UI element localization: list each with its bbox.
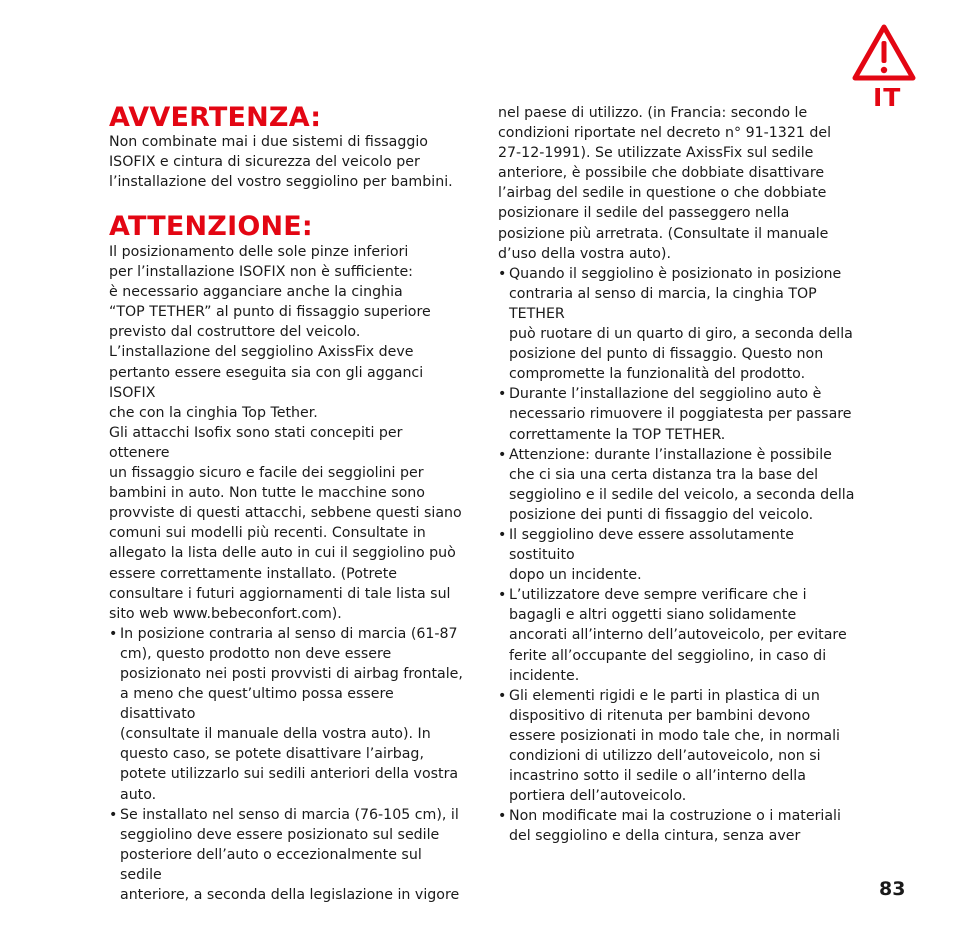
continuation-line: l’airbag del sedile in questione o che dobbiate <box>498 185 827 202</box>
continuation-line: nel paese di utilizzo. (in Francia: secondo le <box>498 105 808 121</box>
bullet-item <box>498 686 860 807</box>
attention-heading: ATTENZIONE: <box>109 211 313 242</box>
bullet-line: contraria al senso di marcia, la cinghia TOP TETHER <box>509 285 817 322</box>
attention-line: provviste di questi attacchi, sebbene questi siano <box>109 505 462 522</box>
bullet-item <box>498 525 860 585</box>
bullet-item <box>498 384 860 444</box>
bullet-line: condizioni di utilizzo dell’autoveicolo, non si <box>509 748 821 764</box>
attention-body <box>109 242 467 905</box>
bullet-line: • Attenzione: durante l’installazione è possibile <box>509 446 832 463</box>
bullet-item <box>498 806 860 846</box>
attention-line: allegato la lista delle auto in cui il seggiolino può <box>109 545 456 562</box>
bullet-line: a meno che quest’ultimo possa essere disattivato <box>120 686 394 723</box>
bullet-item <box>109 805 467 905</box>
bullet-line: ancorati all’interno dell’autoveicolo, per evitare <box>509 627 847 644</box>
bullet-line: • L’utilizzatore deve sempre verificare che i <box>509 587 807 604</box>
bullet-line: • Durante l’installazione del seggiolino auto è <box>509 386 822 403</box>
attention-line: per l’installazione ISOFIX non è sufficiente: <box>109 264 413 281</box>
bullet-line: che ci sia una certa distanza tra la base del <box>509 466 819 483</box>
bullet-line: • Il seggiolino deve essere assolutamente sostituito <box>509 526 795 564</box>
attention-line: “TOP TETHER” al punto di fissaggio superiore <box>109 304 431 321</box>
attention-line: consultare i futuri aggiornamenti di tale lista sul <box>109 585 451 602</box>
attention-line: è necessario agganciare anche la cinghia <box>109 284 403 301</box>
bullet-line: bagagli e altri oggetti siano solidamente <box>509 607 797 624</box>
bullet-line: posizionato nei posti provvisti di airbag frontale, <box>120 665 463 682</box>
bullet-line: anteriore, a seconda della legislazione in vigore <box>120 887 460 903</box>
bullet-line: correttamente la TOP TETHER. <box>509 426 726 443</box>
bullet-item <box>498 585 860 685</box>
bullet-line: portiera dell’autoveicolo. <box>509 788 687 805</box>
continuation-line: condizioni riportate nel decreto n° 91-1321 del <box>498 125 832 142</box>
attention-line: sito web www.bebeconfort.com). <box>109 605 342 622</box>
bullet-line: seggiolino deve essere posizionato sul sedile <box>120 826 440 843</box>
warning-triangle-icon <box>852 24 916 82</box>
bullet-line: seggiolino e il sedile del veicolo, a seconda della <box>509 486 855 503</box>
bullet-line: del seggiolino e della cintura, senza aver <box>509 828 801 845</box>
language-tag: IT <box>873 83 902 112</box>
continuation-line: posizionare il sedile del passeggero nella <box>498 205 790 222</box>
bullet-item <box>498 264 860 385</box>
bullet-item <box>498 445 860 525</box>
bullet-line: auto. <box>120 786 157 803</box>
right-body <box>498 103 860 846</box>
attention-line: comuni sui modelli più recenti. Consultate in <box>109 525 426 542</box>
bullet-line: può ruotare di un quarto di giro, a seconda della <box>509 326 853 343</box>
attention-line: Il posizionamento delle sole pinze inferiori <box>109 244 409 260</box>
continuation-line: posizione più arretrata. (Consultate il manuale <box>498 225 829 242</box>
attention-line: essere correttamente installato. (Potrete <box>109 565 398 582</box>
bullet-line: • Gli elementi rigidi e le parti in plastica di un <box>509 687 820 704</box>
warning-line: l’installazione del vostro seggiolino per bambini. <box>109 174 453 191</box>
right-bullet-list <box>498 264 860 847</box>
bullet-line: incidente. <box>509 667 580 684</box>
bullet-line: posteriore dell’auto o eccezionalmente sul sedile <box>120 846 422 883</box>
warning-body <box>109 132 467 192</box>
bullet-line: dopo un incidente. <box>509 567 642 584</box>
continuation-line: 27-12-1991). Se utilizzate AxissFix sul sedile <box>498 145 814 162</box>
bullet-line: potete utilizzarlo sui sedili anteriori della vostra <box>120 766 459 783</box>
bullet-line: incastrino sotto il sedile o all’interno della <box>509 768 806 785</box>
warning-line: ISOFIX e cintura di sicurezza del veicolo per <box>109 154 420 171</box>
attention-line: Gli attacchi Isofix sono stati concepiti per ottenere <box>109 424 403 461</box>
bullet-line: • Non modificate mai la costruzione o i materiali <box>509 808 841 825</box>
warning-line: Non combinate mai i due sistemi di fissaggio <box>109 134 428 150</box>
warning-heading: AVVERTENZA: <box>109 102 322 133</box>
attention-bullet-list <box>109 624 467 905</box>
bullet-line: essere posizionati in modo tale che, in normali <box>509 727 841 744</box>
bullet-line: posizione del punto di fissaggio. Questo non <box>509 346 824 363</box>
bullet-line: necessario rimuovere il poggiatesta per passare <box>509 406 852 423</box>
attention-line: bambini in auto. Non tutte le macchine sono <box>109 485 425 502</box>
bullet-line: (consultate il manuale della vostra auto). In <box>120 726 431 743</box>
attention-line: pertanto essere eseguita sia con gli agganci ISOFIX <box>109 364 424 401</box>
bullet-line: dispositivo di ritenuta per bambini devono <box>509 707 811 724</box>
attention-line: L’installazione del seggiolino AxissFix deve <box>109 344 414 361</box>
bullet-line: posizione dei punti di fissaggio del veicolo. <box>509 506 814 523</box>
bullet-line: cm), questo prodotto non deve essere <box>120 645 392 662</box>
bullet-line: • In posizione contraria al senso di marcia (61-87 <box>120 625 458 642</box>
attention-line: un fissaggio sicuro e facile dei seggiolini per <box>109 465 424 482</box>
bullet-item <box>109 624 467 805</box>
bullet-line: ferite all’occupante del seggiolino, in caso di <box>509 647 827 664</box>
bullet-line: compromette la funzionalità del prodotto. <box>509 366 806 383</box>
continuation-line: d’uso della vostra auto). <box>498 245 671 262</box>
page-number: 83 <box>879 878 906 900</box>
bullet-line: • Quando il seggiolino è posizionato in posizione <box>509 265 842 282</box>
attention-line: previsto dal costruttore del veicolo. <box>109 324 361 341</box>
bullet-line: questo caso, se potete disattivare l’airbag, <box>120 746 424 763</box>
bullet-line: • Se installato nel senso di marcia (76-105 cm), il <box>120 806 459 823</box>
continuation-line: anteriore, è possibile che dobbiate disattivare <box>498 165 825 182</box>
attention-line: che con la cinghia Top Tether. <box>109 404 318 421</box>
